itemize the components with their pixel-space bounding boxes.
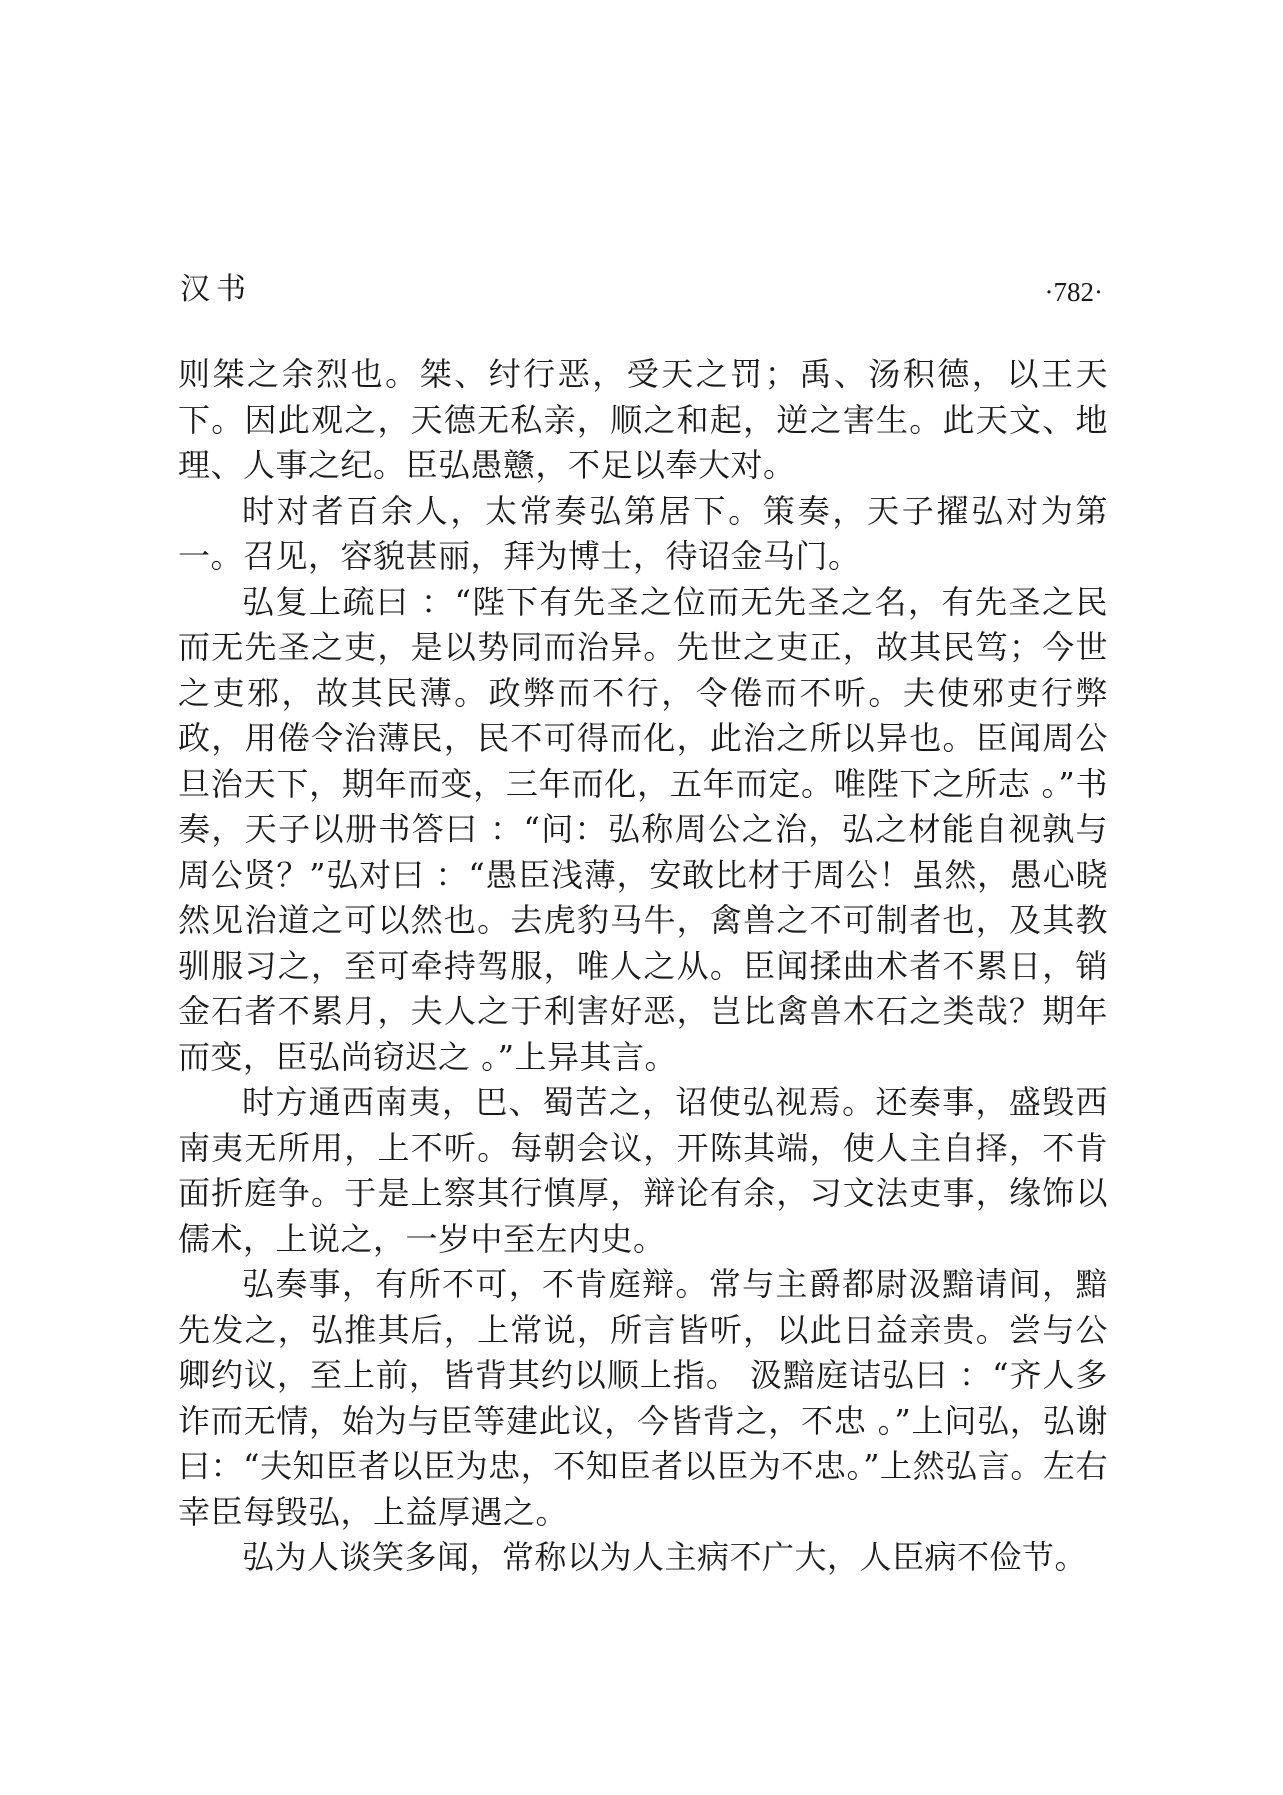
- paragraph: 时方通西南夷，巴、蜀苦之，诏使弘视焉。还奏事，盛毁西南夷无所用，上不听。每朝会议，开陈其端，使人主自择，不肯面折庭争。于是上察其行慎厚，辩论有余，习文法吏事，缘饰以儒术，上说之，一岁中至左内史。: [178, 1083, 1108, 1258]
- paragraph: 弘复上疏曰 ：“陛下有先圣之位而无先圣之名，有先圣之民而无先圣之吏，是以势同而治异。先世之吏正，故其民笃；今世之吏邪，故其民薄。政弊而不行，令倦而不听。夫使邪吏行弊政，用倦令治薄民，民不可得而化，此治之所以异也。臣闻周公旦治天下，期年而变，三年而化，五年而定。唯陛下之所志 。”书奏，天子以册书答曰 ：“问：弘称周公之治，弘之材能自视孰与周公贤？”弘对曰 ：“愚臣浅薄，安敢比材于周公！虽然，愚心晓然见治道之可以然也。去虎豹马牛，禽兽之不可制者也，及其教驯服习之，至可牵持驾服，唯人之从。臣闻揉曲术者不累日，销金石者不累月，夫人之于利害好恶，岂比禽兽木石之类哉？期年而变，臣弘尚窃迟之 。”上异其言。: [178, 582, 1108, 1076]
- paragraph: 时对者百余人，太常奏弘第居下。策奏，天子擢弘对为第一。召见，容貌甚丽，拜为博士，待诏金马门。: [178, 491, 1108, 575]
- page-number: ·782·: [1044, 277, 1103, 307]
- body-text: [178, 352, 1108, 1581]
- paragraph: 弘奏事，有所不可，不肯庭辩。常与主爵都尉汲黯请间，黯先发之，弘推其后，上常说，所言皆听，以此日益亲贵。尝与公卿约议，至上前，皆背其约以顺上指。 汲黯庭诘弘曰 ：“齐人多诈而无情，始为与臣等建此议，今皆背之，不忠 。”上问弘，弘谢曰：“夫知臣者以臣为忠，不知臣者以臣为不忠。”上然弘言。左右幸臣每毁弘，上益厚遇之。: [178, 1265, 1108, 1531]
- book-title: 汉书: [180, 272, 252, 307]
- paragraph: 则桀之余烈也。桀、纣行恶，受天之罚；禹、汤积德，以王天下。因此观之，天德无私亲，顺之和起，逆之害生。此天文、地理、人事之纪。臣弘愚戆，不足以奉大对。: [178, 355, 1108, 484]
- paragraph: 弘为人谈笑多闻，常称以为人主病不广大，人臣病不俭节。: [242, 1538, 1088, 1576]
